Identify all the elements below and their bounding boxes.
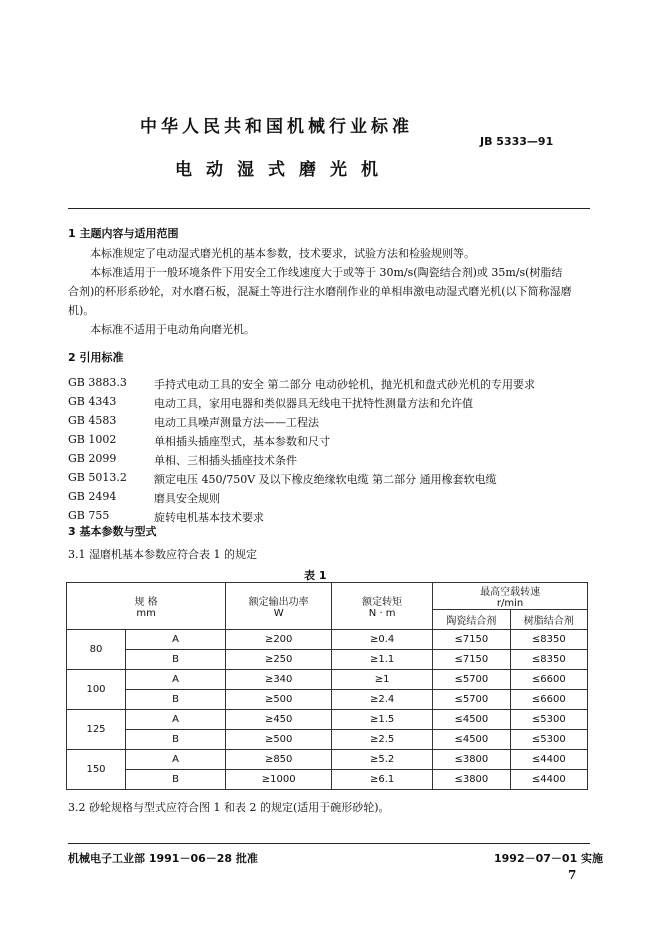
reference-code: GB 4583 (68, 414, 117, 427)
section-1-heading: 1 主题内容与适用范围 (68, 227, 179, 240)
section-1-para-2c: 机)。 (68, 304, 95, 317)
cell-power: ≥450 (226, 710, 332, 730)
table-row (67, 670, 588, 690)
reference-title: 旋转电机基本技术要求 (154, 511, 264, 524)
section-2-heading: 2 引用标准 (68, 351, 124, 364)
reference-code: GB 5013.2 (68, 471, 127, 484)
cell-power: ≥200 (226, 630, 332, 650)
table-row (67, 690, 588, 710)
table-row (67, 750, 588, 770)
reference-title: 单相插头插座型式，基本参数和尺寸 (154, 435, 330, 448)
header-speed: 最高空载转速 r/min (433, 583, 588, 610)
reference-title: 磨具安全规则 (154, 492, 220, 505)
standard-code: JB 5333—91 (480, 135, 554, 148)
cell-ceramic: ≤5700 (433, 690, 510, 710)
cell-power: ≥850 (226, 750, 332, 770)
section-3-2-text: 3.2 砂轮规格与型式应符合图 1 和表 2 的规定(适用于碗形砂轮)。 (68, 801, 390, 814)
cell-torque: ≥2.4 (332, 690, 433, 710)
table-1-caption: 表 1 (304, 569, 327, 582)
effective-date: 1992－07－01 实施 (494, 852, 604, 865)
approval-date: 机械电子工业部 1991－06－28 批准 (68, 852, 258, 865)
cell-torque: ≥1.1 (332, 650, 433, 670)
cell-ceramic: ≤7150 (433, 650, 510, 670)
header-power: 额定输出功率 W (226, 583, 332, 630)
cell-power: ≥500 (226, 690, 332, 710)
header-torque: 额定转矩 N · m (332, 583, 433, 630)
reference-code: GB 4343 (68, 395, 117, 408)
section-3-1-text: 3.1 湿磨机基本参数应符合表 1 的规定 (68, 548, 257, 561)
cell-resin: ≤4400 (510, 750, 587, 770)
reference-title: 额定电压 450/750V 及以下橡皮绝缘软电缆 第二部分 通用橡套软电缆 (154, 473, 497, 486)
table-1 (66, 582, 588, 790)
reference-code: GB 2494 (68, 490, 117, 503)
reference-row (68, 376, 588, 395)
cell-size: 80 (67, 630, 126, 670)
reference-title: 电动工具噪声测量方法——工程法 (154, 416, 319, 429)
cell-power: ≥250 (226, 650, 332, 670)
table-row (67, 730, 588, 750)
cell-type: B (126, 690, 226, 710)
cell-ceramic: ≤5700 (433, 670, 510, 690)
cell-size: 125 (67, 710, 126, 750)
cell-torque: ≥6.1 (332, 770, 433, 790)
cell-torque: ≥0.4 (332, 630, 433, 650)
table-row (67, 630, 588, 650)
section-1-para-1: 本标准规定了电动湿式磨光机的基本参数，技术要求，试验方法和检验规则等。 (90, 247, 475, 260)
reference-row (68, 490, 588, 509)
cell-ceramic: ≤4500 (433, 710, 510, 730)
section-3-heading: 3 基本参数与型式 (68, 525, 157, 538)
header-ceramic: 陶瓷结合剂 (433, 610, 510, 630)
cell-ceramic: ≤7150 (433, 630, 510, 650)
cell-resin: ≤5300 (510, 730, 587, 750)
cell-type: B (126, 730, 226, 750)
cell-type: A (126, 750, 226, 770)
reference-row (68, 414, 588, 433)
cell-torque: ≥5.2 (332, 750, 433, 770)
document-title: 电动湿式磨光机 (175, 160, 392, 180)
cell-resin: ≤8350 (510, 650, 587, 670)
cell-ceramic: ≤3800 (433, 750, 510, 770)
cell-resin: ≤5300 (510, 710, 587, 730)
reference-title: 单相、三相插头插座技术条件 (154, 454, 297, 467)
header-rule (68, 208, 590, 209)
table-row (67, 650, 588, 670)
table-row (67, 770, 588, 790)
table-row (67, 710, 588, 730)
cell-size: 150 (67, 750, 126, 790)
cell-resin: ≤4400 (510, 770, 587, 790)
cell-ceramic: ≤4500 (433, 730, 510, 750)
cell-type: A (126, 670, 226, 690)
cell-torque: ≥1 (332, 670, 433, 690)
standard-body-title: 中华人民共和国机械行业标准 (140, 117, 413, 137)
footer-rule (68, 843, 590, 844)
cell-resin: ≤8350 (510, 630, 587, 650)
cell-type: B (126, 650, 226, 670)
section-1-para-2b: 合剂)的杯形系砂轮，对水磨石板，混凝土等进行注水磨削作业的单相串激电动湿式磨光机(以下简称湿磨 (68, 285, 572, 298)
reference-title: 手持式电动工具的安全 第二部分 电动砂轮机，抛光机和盘式砂光机的专用要求 (154, 378, 535, 391)
reference-title: 电动工具，家用电器和类似器具无线电干扰特性测量方法和允许值 (154, 397, 473, 410)
cell-ceramic: ≤3800 (433, 770, 510, 790)
cell-power: ≥340 (226, 670, 332, 690)
header-spec: 规 格 mm (67, 583, 226, 630)
section-1-para-3: 本标准不适用于电动角向磨光机。 (90, 323, 255, 336)
reference-code: GB 2099 (68, 452, 117, 465)
section-1-para-2a: 本标准适用于一般环境条件下用安全工作线速度大于或等于 30m/s(陶瓷结合剂)或 35m/s(树脂结 (90, 266, 563, 279)
header-resin: 树脂结合剂 (510, 610, 587, 630)
cell-type: A (126, 630, 226, 650)
cell-torque: ≥2.5 (332, 730, 433, 750)
reference-code: GB 755 (68, 509, 110, 522)
cell-size: 100 (67, 670, 126, 710)
cell-resin: ≤6600 (510, 670, 587, 690)
cell-torque: ≥1.5 (332, 710, 433, 730)
cell-power: ≥1000 (226, 770, 332, 790)
page-number: 7 (568, 868, 577, 882)
cell-type: A (126, 710, 226, 730)
cell-power: ≥500 (226, 730, 332, 750)
reference-row (68, 471, 588, 490)
cell-type: B (126, 770, 226, 790)
reference-code: GB 3883.3 (68, 376, 127, 389)
cell-resin: ≤6600 (510, 690, 587, 710)
reference-row (68, 433, 588, 452)
reference-row (68, 395, 588, 414)
reference-code: GB 1002 (68, 433, 117, 446)
reference-row (68, 452, 588, 471)
